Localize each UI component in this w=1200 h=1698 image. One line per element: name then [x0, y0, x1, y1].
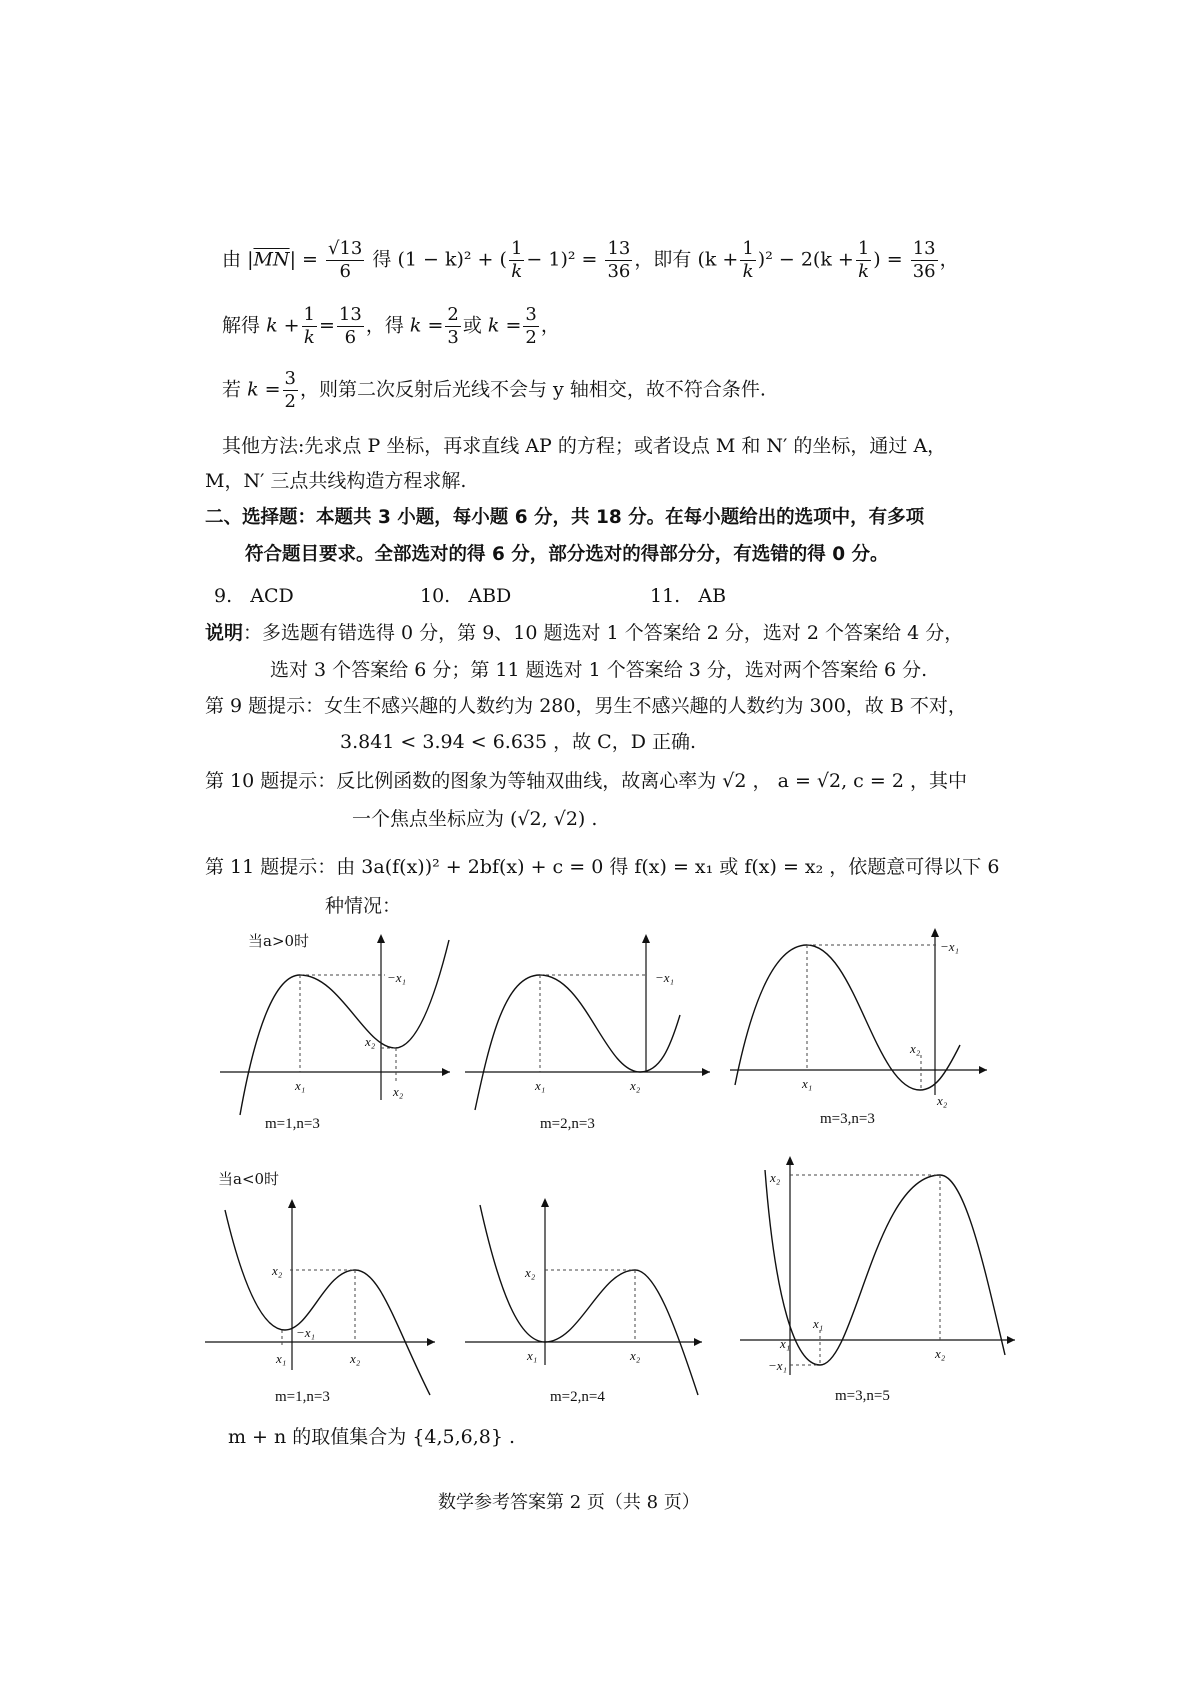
graph-1	[215, 930, 455, 1130]
section-heading-line-1: 二、选择题：本题共 3 小题，每小题 6 分，共 18 分。在每小题给出的选项中，有多项	[205, 507, 925, 528]
frac-1-over-k	[856, 240, 871, 281]
label-x2: x₂	[630, 1348, 641, 1363]
frac-2-over-3	[445, 306, 460, 347]
graph-caption: m=1,n=3	[275, 1389, 330, 1405]
label-neg-x1: −x₁	[296, 1325, 316, 1340]
note-line-1	[205, 622, 963, 645]
frac-sqrt13-over-6	[326, 240, 364, 281]
label-x2-level: x₂	[272, 1263, 283, 1278]
equals: =	[302, 248, 318, 271]
case-a-positive: 当a>0时	[248, 932, 310, 950]
expr-part: k =	[409, 314, 444, 337]
label-x2: x₂	[937, 1093, 948, 1108]
frac-den: 36	[912, 261, 936, 282]
text-jiede: 解得	[222, 314, 261, 337]
label-x2: x₂	[350, 1351, 361, 1366]
frac-num: 1	[857, 238, 870, 259]
text-ruo: 若	[222, 378, 242, 401]
hint11-line-1: 第 11 题提示：由 3a(f(x))² + 2bf(x) + c = 0 得 f(x) = x₁ 或 f(x) = x₂ ，依题意可得以下 6	[205, 856, 1000, 878]
label-x2: x₂	[393, 1084, 404, 1099]
hint9-line-2: 3.841 < 3.94 < 6.635 ，故 C，D 正确.	[340, 731, 697, 753]
expr-part: )² − 2(k +	[757, 248, 854, 271]
label-neg-x1: −x₁	[655, 970, 675, 985]
label-x2-level: x₂	[525, 1265, 536, 1280]
answer-10	[420, 585, 511, 608]
label-x2: x₂	[935, 1346, 946, 1361]
frac-13-over-36	[605, 240, 632, 281]
frac-13-over-36	[911, 240, 938, 281]
expr-part: (k +	[697, 248, 739, 271]
frac-den: k	[858, 261, 869, 282]
frac-den: k	[742, 261, 754, 282]
graph-caption: m=2,n=3	[540, 1116, 595, 1132]
formula-line-3	[222, 370, 766, 411]
answer-value: ACD	[250, 585, 294, 607]
graph-5	[460, 1195, 705, 1410]
graph-2	[460, 930, 715, 1130]
frac-den: 3	[447, 327, 459, 348]
label-x2-level: x₂	[770, 1170, 781, 1185]
frac-num: √13	[327, 238, 363, 259]
frac-13-over-6	[337, 306, 364, 347]
page-footer: 数学参考答案第 2 页（共 8 页）	[438, 1492, 700, 1513]
note-line-2: 选对 3 个答案给 6 分；第 11 题选对 1 个答案给 3 分，选对两个答案给 6 分.	[270, 659, 928, 681]
graph-caption: m=3,n=5	[835, 1388, 890, 1404]
note-text: ：多选题有错选得 0 分，第 9、10 题选对 1 个答案给 2 分，选对 2 个答案给 4 分，	[243, 622, 964, 644]
answer-num: 11.	[650, 585, 681, 607]
frac-den: 36	[607, 261, 631, 282]
expr-part: k +	[266, 314, 300, 337]
hint10-line-1: 第 10 题提示：反比例函数的图象为等轴双曲线，故离心率为 √2 ， a = √2, c = 2 ，其中	[205, 770, 967, 792]
case-a-negative: 当a<0时	[218, 1170, 280, 1188]
graph-caption: m=1,n=3	[265, 1116, 320, 1132]
text-you: 由	[222, 248, 242, 271]
frac-den: k	[511, 261, 523, 282]
frac-num: 3	[525, 304, 537, 325]
frac-num: 1	[742, 238, 754, 259]
text-jiyou: ，即有	[634, 248, 692, 271]
answer-value: ABD	[468, 585, 512, 607]
formula-line-2	[222, 306, 560, 347]
frac-num: 1	[303, 304, 315, 325]
label-x1: x₁	[535, 1078, 546, 1093]
hint9-line-1: 第 9 题提示：女生不感兴趣的人数约为 280，男生不感兴趣的人数约为 300，故 B 不对，	[205, 695, 967, 717]
frac-den: 2	[525, 327, 537, 348]
expr-part: (1 − k)² + (	[397, 248, 507, 271]
graph-6	[735, 1150, 1020, 1410]
label-neg-x1: −x₁	[387, 970, 407, 985]
frac-den: 2	[284, 391, 296, 412]
frac-den: 6	[344, 327, 357, 348]
frac-num: 13	[338, 304, 362, 325]
graph-caption: m=2,n=4	[550, 1389, 605, 1405]
expr-part: ) =	[873, 248, 903, 271]
text-or: 或	[462, 314, 482, 337]
label-x2: x₂	[630, 1078, 641, 1093]
text-de: 得	[372, 248, 392, 271]
answer-9	[214, 585, 294, 608]
answer-11	[650, 585, 726, 608]
frac-den: 6	[339, 261, 351, 282]
hint10-line-2: 一个焦点坐标应为 (√2, √2) .	[352, 808, 598, 830]
text-de: ，得	[365, 314, 404, 337]
frac-3-over-2	[283, 370, 298, 411]
label-x1: x₁	[295, 1078, 306, 1093]
expr-part: k =	[487, 314, 522, 337]
label-neg-x1: −x₁	[768, 1358, 788, 1373]
conclusion: m + n 的取值集合为 {4,5,6,8} .	[228, 1426, 516, 1448]
answer-value: AB	[698, 585, 727, 607]
frac-num: 13	[912, 238, 936, 259]
label-x2-level: x₂	[910, 1041, 921, 1056]
frac-num: 2	[447, 304, 459, 325]
graph-4	[200, 1195, 440, 1410]
expr-part: k =	[247, 378, 281, 401]
frac-den: k	[303, 327, 315, 348]
frac-1-over-k	[740, 240, 755, 281]
section-heading-line-2: 符合题目要求。全部选对的得 6 分，部分选对的得部分分，有选错的得 0 分。	[245, 544, 889, 565]
answer-num: 9.	[214, 585, 233, 607]
graph-caption: m=3,n=3	[820, 1111, 875, 1127]
label-neg-x1: −x₁	[940, 939, 960, 954]
frac-3-over-2	[523, 306, 538, 347]
vector-abs-mn: $|\overline{MN}|$	[247, 248, 296, 271]
other-method-line-2: M，N′ 三点共线构造方程求解.	[205, 470, 467, 492]
formula-line-1	[222, 240, 959, 281]
graph-3	[725, 925, 990, 1125]
label-x1-origin: x₁	[780, 1336, 791, 1351]
frac-1-over-k	[509, 240, 524, 281]
frac-num: 3	[284, 368, 296, 389]
other-method-line-1: 其他方法:先求点 P 坐标，再求直线 AP 的方程；或者设点 M 和 N′ 的坐标，通过 A，	[222, 435, 947, 457]
label-x1: x₁	[527, 1348, 538, 1363]
label-x2-level: x₂	[365, 1034, 376, 1049]
hint11-line-2: 种情况：	[325, 895, 402, 917]
equals: =	[319, 314, 335, 337]
label-x1: x₁	[276, 1351, 287, 1366]
comma: ，	[540, 314, 560, 337]
vector-mn: $\overline{MN}$	[253, 248, 290, 271]
expr-part: − 1)² =	[526, 248, 598, 271]
frac-1-over-k	[302, 306, 317, 347]
comma: ，	[939, 248, 959, 271]
label-x1: x₁	[813, 1316, 824, 1331]
answer-num: 10.	[420, 585, 451, 607]
frac-num: 13	[607, 238, 631, 259]
frac-num: 1	[510, 238, 523, 259]
note-label: 说明	[205, 622, 244, 644]
text-rest: ，则第二次反射后光线不会与 y 轴相交，故不符合条件.	[300, 378, 766, 401]
label-x1: x₁	[802, 1076, 813, 1091]
